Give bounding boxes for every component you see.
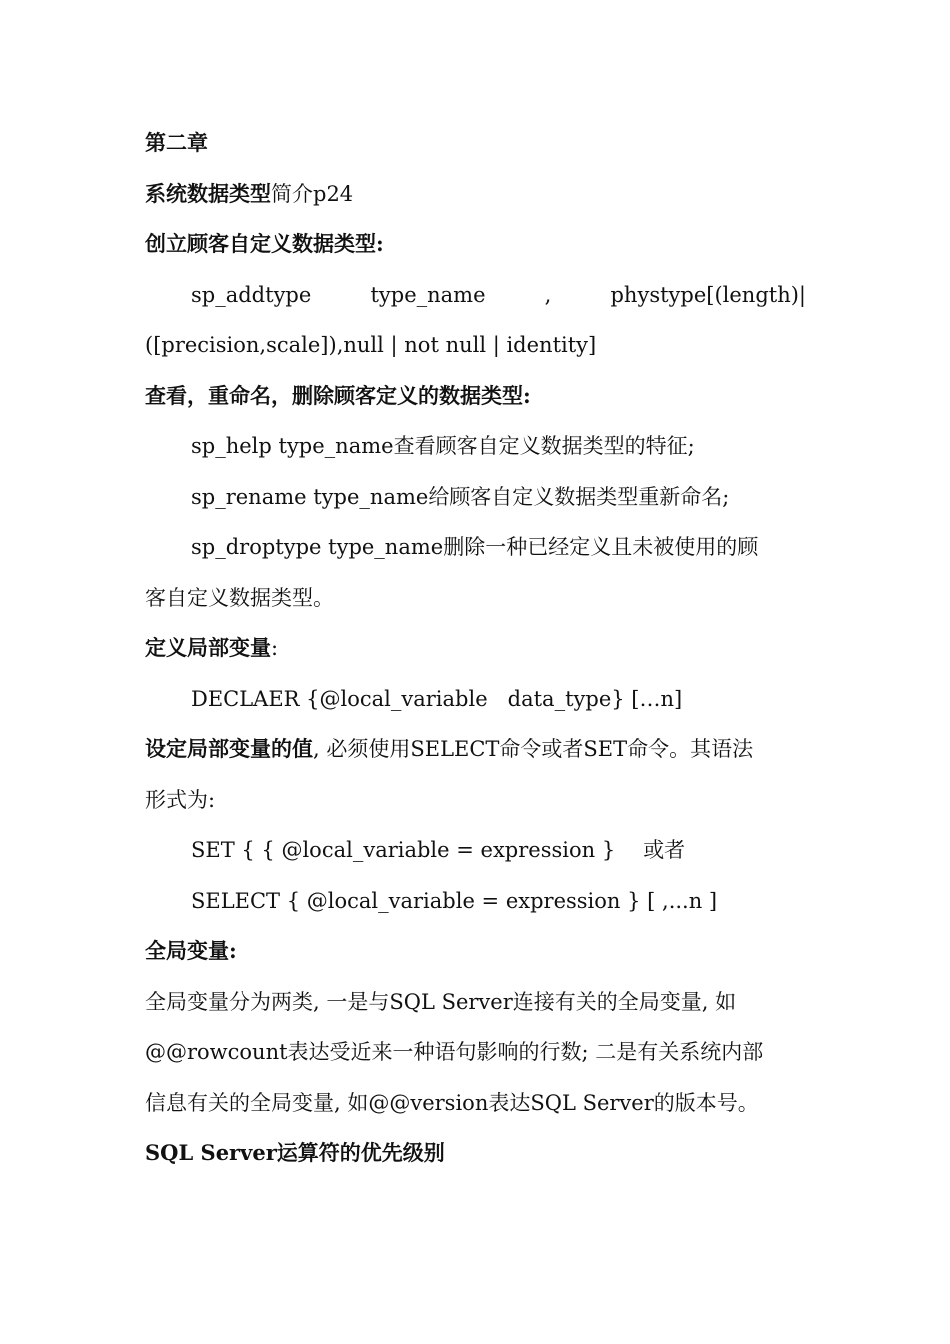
- sp-droptype-desc: 删除一种已经定义且未被使用的顾: [443, 535, 759, 559]
- local-var-heading-line: [145, 623, 810, 674]
- chapter-title: 第二章: [145, 130, 208, 155]
- set-value-desc: , 必须使用SELECT命令或者SET命令。其语法: [313, 737, 754, 761]
- create-type-heading: 创立顾客自定义数据类型:: [145, 231, 384, 256]
- addtype-syntax-cont: ([precision,scale]),null | not null | identity]: [145, 333, 597, 357]
- document-page: [145, 118, 810, 1179]
- local-var-heading: 定义局部变量: [145, 635, 271, 660]
- sp-droptype-code: sp_droptype type_name: [191, 535, 444, 559]
- set-value-cont: 形式为:: [145, 787, 216, 812]
- global-var-para-2: @@rowcount表达受近来一种语句影响的行数; 二是有关系统内部: [145, 1040, 764, 1064]
- view-rename-drop-heading: 查看，重命名，删除顾客定义的数据类型:: [145, 382, 531, 408]
- sys-types-line: [145, 169, 810, 220]
- operators-heading: SQL Server运算符的优先级别: [145, 1140, 445, 1165]
- declare-code: DECLAER {@local_variable data_type} […n]: [191, 686, 683, 711]
- addtype-part-2: type_name: [370, 282, 486, 307]
- sp-droptype-cont: 客自定义数据类型。: [145, 585, 334, 610]
- global-var-heading: 全局变量:: [145, 938, 237, 963]
- addtype-part-3: ,: [544, 282, 552, 307]
- sys-types-intro: 简介p24: [271, 181, 354, 206]
- select-syntax: SELECT { @local_variable = expression } [ ,...n ]: [191, 888, 718, 913]
- local-var-colon: :: [271, 636, 279, 660]
- global-var-para-3: 信息有关的全局变量, 如@@version表达SQL Server的版本号。: [145, 1090, 759, 1115]
- sp-help-desc: 查看顾客自定义数据类型的特征;: [393, 434, 695, 458]
- sp-rename-desc: 给顾客自定义数据类型重新命名;: [428, 484, 730, 509]
- set-syntax: [145, 825, 810, 876]
- addtype-part-4: phystype[(length)|: [610, 282, 806, 307]
- set-value-heading: 设定局部变量的值: [145, 736, 313, 761]
- sp-help-line: [145, 421, 810, 472]
- set-value-line: [145, 724, 810, 775]
- sp-rename-line: [145, 472, 810, 523]
- global-var-para-1: 全局变量分为两类, 一是与SQL Server连接有关的全局变量, 如: [145, 989, 737, 1014]
- sp-droptype-line: [145, 522, 810, 573]
- set-code: SET { { @local_variable = expression }: [191, 838, 616, 862]
- declare-syntax: [145, 674, 810, 725]
- addtype-part-1: sp_addtype: [191, 282, 312, 307]
- set-or-text: 或者: [643, 838, 686, 862]
- sp-help-code: sp_help type_name: [191, 434, 394, 458]
- addtype-syntax: [145, 270, 810, 321]
- sys-types-heading: 系统数据类型: [145, 180, 271, 206]
- sp-rename-code: sp_rename type_name: [191, 484, 429, 509]
